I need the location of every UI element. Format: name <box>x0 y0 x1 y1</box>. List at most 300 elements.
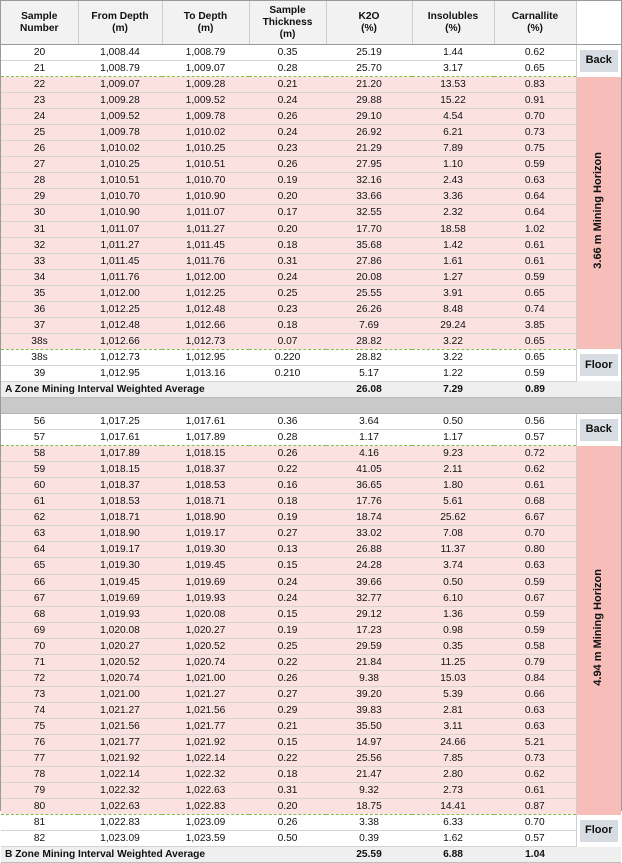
table-row <box>1 365 621 381</box>
table-row <box>1 317 621 333</box>
table-cell: 5.61 <box>412 494 494 510</box>
table-cell: 1,012.00 <box>162 269 249 285</box>
table-cell: 6.67 <box>494 510 576 526</box>
table-cell: 1,020.74 <box>162 654 249 670</box>
table-row <box>1 751 621 767</box>
table-cell: 1,012.73 <box>162 333 249 349</box>
table-cell: 0.27 <box>249 686 326 702</box>
table-cell: 1,012.48 <box>162 301 249 317</box>
table-cell: 0.87 <box>494 799 576 815</box>
table-cell: 9.38 <box>326 670 412 686</box>
table-cell: 2.80 <box>412 767 494 783</box>
table-cell: 33.02 <box>326 526 412 542</box>
table-cell: 0.26 <box>249 446 326 462</box>
table-cell: 25.55 <box>326 285 412 301</box>
table-cell: 0.26 <box>249 157 326 173</box>
table-cell: 1,021.27 <box>162 686 249 702</box>
table-cell: 1,022.83 <box>78 815 162 831</box>
table-cell: 1,011.45 <box>162 237 249 253</box>
table-cell: 2.81 <box>412 702 494 718</box>
table-cell: 0.31 <box>249 253 326 269</box>
table-cell: 0.25 <box>249 285 326 301</box>
table-cell: 0.65 <box>494 333 576 349</box>
table-cell: 1,020.08 <box>78 622 162 638</box>
table-cell: 0.18 <box>249 767 326 783</box>
table-cell: 17.70 <box>326 221 412 237</box>
table-cell: 1,018.71 <box>78 510 162 526</box>
table-cell: 1,022.32 <box>162 767 249 783</box>
table-cell: 0.59 <box>494 157 576 173</box>
table-row <box>1 590 621 606</box>
table-cell: 0.63 <box>494 702 576 718</box>
table-cell: 1,019.93 <box>78 606 162 622</box>
table-cell: 0.63 <box>494 173 576 189</box>
table-cell: 23 <box>1 93 78 109</box>
table-cell: 24 <box>1 109 78 125</box>
table-cell: 3.91 <box>412 285 494 301</box>
table-cell: 7.69 <box>326 317 412 333</box>
table-cell: 1,021.00 <box>78 686 162 702</box>
back-tag-label: Back <box>580 50 619 72</box>
table-cell: 1,021.92 <box>162 734 249 750</box>
table-cell: 1,021.00 <box>162 670 249 686</box>
table-cell: 63 <box>1 526 78 542</box>
table-cell: 5.21 <box>494 734 576 750</box>
table-cell: 1.27 <box>412 269 494 285</box>
table-cell: 0.59 <box>494 606 576 622</box>
table-cell: 0.64 <box>494 205 576 221</box>
table-cell: 27 <box>1 157 78 173</box>
table-cell: 3.64 <box>326 414 412 430</box>
floor-tag-label: Floor <box>580 820 619 842</box>
table-cell: 28.82 <box>326 333 412 349</box>
table-cell: 1,009.52 <box>78 109 162 125</box>
table-cell: 7.89 <box>412 141 494 157</box>
table-cell: 0.23 <box>249 301 326 317</box>
table-cell: 29.59 <box>326 638 412 654</box>
table-cell: 34 <box>1 269 78 285</box>
table-cell: 58 <box>1 446 78 462</box>
table-cell: 1,010.70 <box>162 173 249 189</box>
table-row <box>1 77 621 93</box>
table-cell: 0.83 <box>494 77 576 93</box>
table-cell: 0.61 <box>494 783 576 799</box>
back-tag-label: Back <box>580 419 619 441</box>
table-cell: 8.48 <box>412 301 494 317</box>
table-cell: 28 <box>1 173 78 189</box>
table-cell: 0.29 <box>249 702 326 718</box>
table-cell: 1,019.45 <box>78 574 162 590</box>
table-row <box>1 269 621 285</box>
table-row <box>1 462 621 478</box>
table-cell: 0.31 <box>249 783 326 799</box>
table-cell: 27.86 <box>326 253 412 269</box>
table-cell: 0.07 <box>249 333 326 349</box>
table-cell: 1,009.07 <box>78 77 162 93</box>
table-cell: 0.75 <box>494 141 576 157</box>
table-cell: 1,021.77 <box>78 734 162 750</box>
table-cell: 73 <box>1 686 78 702</box>
table-cell: 39 <box>1 365 78 381</box>
table-cell: 39.20 <box>326 686 412 702</box>
table-cell: 4.54 <box>412 109 494 125</box>
table-cell: 22 <box>1 77 78 93</box>
table-row <box>1 173 621 189</box>
table-cell: 1,012.73 <box>78 349 162 365</box>
table-cell: 1,011.45 <box>78 253 162 269</box>
table-cell: 32.16 <box>326 173 412 189</box>
table-cell: 17.76 <box>326 494 412 510</box>
table-cell: 21.20 <box>326 77 412 93</box>
table-row <box>1 686 621 702</box>
table-cell: 0.84 <box>494 670 576 686</box>
table-cell: 0.57 <box>494 831 576 847</box>
table-row <box>1 61 621 77</box>
table-cell: 0.21 <box>249 77 326 93</box>
table-cell: 78 <box>1 767 78 783</box>
table-cell: 3.74 <box>412 558 494 574</box>
table-header <box>1 1 621 45</box>
table-cell: 1,012.25 <box>78 301 162 317</box>
table-cell: 37 <box>1 317 78 333</box>
table-cell: 0.23 <box>249 141 326 157</box>
table-cell: 0.36 <box>249 414 326 430</box>
table-cell: 21 <box>1 61 78 77</box>
table-cell: 14.97 <box>326 734 412 750</box>
table-cell: 35.68 <box>326 237 412 253</box>
table-cell: 5.17 <box>326 365 412 381</box>
table-cell: 0.66 <box>494 686 576 702</box>
table-cell: 0.50 <box>249 831 326 847</box>
table-cell: 1,012.95 <box>78 365 162 381</box>
mining-horizon-label: 3.66 m Mining Horizon <box>592 152 605 269</box>
table-cell: 15.03 <box>412 670 494 686</box>
mining-horizon-cell <box>576 77 621 350</box>
table-cell: 0.56 <box>494 414 576 430</box>
table-cell: 71 <box>1 654 78 670</box>
table-cell: 0.22 <box>249 751 326 767</box>
average-blank <box>576 381 621 397</box>
column-header: Carnallite (%) <box>494 1 576 45</box>
table-cell: 0.61 <box>494 478 576 494</box>
table-cell: 1,019.69 <box>78 590 162 606</box>
table-cell: 1,012.00 <box>78 285 162 301</box>
table-cell: 1.61 <box>412 253 494 269</box>
table-cell: 1,018.37 <box>78 478 162 494</box>
table-cell: 1,019.30 <box>78 558 162 574</box>
table-cell: 1,019.30 <box>162 542 249 558</box>
table-cell: 21.47 <box>326 767 412 783</box>
table-cell: 64 <box>1 542 78 558</box>
table-cell: 1,017.89 <box>162 430 249 446</box>
table-cell: 1,021.77 <box>162 718 249 734</box>
average-blank <box>576 847 621 863</box>
table-row <box>1 446 621 462</box>
table-cell: 1,022.83 <box>162 799 249 815</box>
table-cell: 1,020.52 <box>162 638 249 654</box>
table-cell: 1,019.17 <box>162 526 249 542</box>
table-cell: 0.59 <box>494 622 576 638</box>
table-cell: 1.80 <box>412 478 494 494</box>
weighted-average-label: A Zone Mining Interval Weighted Average <box>1 381 326 397</box>
table-cell: 0.22 <box>249 654 326 670</box>
table-cell: 14.41 <box>412 799 494 815</box>
table-cell: 5.39 <box>412 686 494 702</box>
table-cell: 0.18 <box>249 237 326 253</box>
table-cell: 18.75 <box>326 799 412 815</box>
table-cell: 0.68 <box>494 494 576 510</box>
zone-separator-cell <box>1 398 621 414</box>
table-cell: 1,008.79 <box>162 45 249 61</box>
table-cell: 0.59 <box>494 365 576 381</box>
table-cell: 21.29 <box>326 141 412 157</box>
table-cell: 1,019.17 <box>78 542 162 558</box>
table-cell: 57 <box>1 430 78 446</box>
table-cell: 1,020.74 <box>78 670 162 686</box>
table-row <box>1 189 621 205</box>
table-row <box>1 606 621 622</box>
table-row <box>1 93 621 109</box>
table-cell: 1,011.76 <box>78 269 162 285</box>
table-cell: 26.92 <box>326 125 412 141</box>
table-cell: 0.35 <box>412 638 494 654</box>
table-cell: 36.65 <box>326 478 412 494</box>
table-row <box>1 526 621 542</box>
assay-table <box>1 1 621 863</box>
table-cell: 68 <box>1 606 78 622</box>
table-cell: 26 <box>1 141 78 157</box>
table-cell: 1,012.66 <box>162 317 249 333</box>
table-row <box>1 157 621 173</box>
table-cell: 13.53 <box>412 77 494 93</box>
table-cell: 1,009.28 <box>162 77 249 93</box>
table-cell: 1,023.09 <box>162 815 249 831</box>
table-cell: 0.35 <box>249 45 326 61</box>
table-row <box>1 702 621 718</box>
table-cell: 0.19 <box>249 622 326 638</box>
table-cell: 0.15 <box>249 558 326 574</box>
table-cell: 1,017.89 <box>78 446 162 462</box>
table-cell: 39.83 <box>326 702 412 718</box>
floor-tag <box>576 349 621 381</box>
weighted-average-label: B Zone Mining Interval Weighted Average <box>1 847 326 863</box>
table-cell: 0.65 <box>494 285 576 301</box>
table-cell: 1,019.45 <box>162 558 249 574</box>
table-cell: 65 <box>1 558 78 574</box>
table-cell: 36 <box>1 301 78 317</box>
table-cell: 1,022.32 <box>78 783 162 799</box>
table-row <box>1 45 621 61</box>
weighted-average-value: 0.89 <box>494 381 576 397</box>
table-row <box>1 430 621 446</box>
table-cell: 0.24 <box>249 269 326 285</box>
table-cell: 1,010.02 <box>78 141 162 157</box>
table-cell: 1,021.27 <box>78 702 162 718</box>
table-cell: 1,009.78 <box>78 125 162 141</box>
table-cell: 60 <box>1 478 78 494</box>
table-cell: 62 <box>1 510 78 526</box>
table-cell: 0.70 <box>494 109 576 125</box>
table-cell: 20 <box>1 45 78 61</box>
table-cell: 1,011.76 <box>162 253 249 269</box>
table-cell: 7.85 <box>412 751 494 767</box>
table-cell: 1,011.07 <box>162 205 249 221</box>
column-header: Sample Thickness (m) <box>249 1 326 45</box>
table-cell: 9.32 <box>326 783 412 799</box>
table-cell: 15.22 <box>412 93 494 109</box>
table-cell: 20.08 <box>326 269 412 285</box>
table-cell: 0.24 <box>249 93 326 109</box>
table-cell: 0.19 <box>249 173 326 189</box>
table-cell: 1,017.61 <box>78 430 162 446</box>
table-cell: 66 <box>1 574 78 590</box>
table-cell: 0.98 <box>412 622 494 638</box>
table-cell: 3.17 <box>412 61 494 77</box>
table-cell: 0.50 <box>412 414 494 430</box>
table-cell: 3.22 <box>412 333 494 349</box>
table-cell: 1.42 <box>412 237 494 253</box>
table-cell: 1,010.25 <box>162 141 249 157</box>
table-cell: 1,018.15 <box>78 462 162 478</box>
table-cell: 33 <box>1 253 78 269</box>
table-cell: 1,020.27 <box>78 638 162 654</box>
table-cell: 41.05 <box>326 462 412 478</box>
table-cell: 26.26 <box>326 301 412 317</box>
table-row <box>1 783 621 799</box>
column-header: To Depth (m) <box>162 1 249 45</box>
table-cell: 1,019.93 <box>162 590 249 606</box>
table-cell: 1,009.07 <box>162 61 249 77</box>
table-cell: 1.22 <box>412 365 494 381</box>
floor-tag-label: Floor <box>580 354 619 376</box>
table-row <box>1 237 621 253</box>
table-cell: 0.21 <box>249 718 326 734</box>
table-cell: 59 <box>1 462 78 478</box>
table-row <box>1 478 621 494</box>
table-cell: 56 <box>1 414 78 430</box>
table-cell: 79 <box>1 783 78 799</box>
table-cell: 0.70 <box>494 526 576 542</box>
weighted-average-value: 6.88 <box>412 847 494 863</box>
table-cell: 0.72 <box>494 446 576 462</box>
table-cell: 0.210 <box>249 365 326 381</box>
table-row <box>1 734 621 750</box>
table-cell: 38s <box>1 349 78 365</box>
table-cell: 0.39 <box>326 831 412 847</box>
table-cell: 1.36 <box>412 606 494 622</box>
table-cell: 80 <box>1 799 78 815</box>
table-cell: 2.43 <box>412 173 494 189</box>
table-cell: 76 <box>1 734 78 750</box>
table-cell: 30 <box>1 205 78 221</box>
table-cell: 82 <box>1 831 78 847</box>
table-cell: 0.220 <box>249 349 326 365</box>
table-row <box>1 670 621 686</box>
table-cell: 1,009.28 <box>78 93 162 109</box>
table-cell: 3.38 <box>326 815 412 831</box>
table-row <box>1 767 621 783</box>
table-cell: 1,008.79 <box>78 61 162 77</box>
table-cell: 0.70 <box>494 815 576 831</box>
table-cell: 1,010.70 <box>78 189 162 205</box>
table-cell: 0.61 <box>494 253 576 269</box>
table-cell: 25.19 <box>326 45 412 61</box>
table-cell: 2.11 <box>412 462 494 478</box>
table-cell: 1.10 <box>412 157 494 173</box>
table-cell: 1,011.07 <box>78 221 162 237</box>
table-cell: 17.23 <box>326 622 412 638</box>
table-cell: 0.59 <box>494 574 576 590</box>
table-cell: 0.26 <box>249 109 326 125</box>
table-cell: 6.33 <box>412 815 494 831</box>
weighted-average-value: 26.08 <box>326 381 412 397</box>
table-cell: 1,011.27 <box>78 237 162 253</box>
weighted-average-row <box>1 847 621 863</box>
table-cell: 61 <box>1 494 78 510</box>
table-cell: 0.65 <box>494 61 576 77</box>
table-row <box>1 285 621 301</box>
table-cell: 1,019.69 <box>162 574 249 590</box>
table-cell: 35.50 <box>326 718 412 734</box>
table-cell: 1,023.09 <box>78 831 162 847</box>
table-cell: 1,020.27 <box>162 622 249 638</box>
table-cell: 0.73 <box>494 751 576 767</box>
table-cell: 0.25 <box>249 638 326 654</box>
table-cell: 0.28 <box>249 61 326 77</box>
table-cell: 32 <box>1 237 78 253</box>
table-cell: 1,017.25 <box>78 414 162 430</box>
column-header: Sample Number <box>1 1 78 45</box>
table-cell: 24.66 <box>412 734 494 750</box>
table-cell: 0.67 <box>494 590 576 606</box>
table-cell: 1,010.25 <box>78 157 162 173</box>
table-cell: 32.55 <box>326 205 412 221</box>
table-cell: 0.62 <box>494 767 576 783</box>
table-cell: 0.80 <box>494 542 576 558</box>
table-cell: 0.20 <box>249 189 326 205</box>
table-cell: 32.77 <box>326 590 412 606</box>
table-cell: 1,020.08 <box>162 606 249 622</box>
table-cell: 1,018.15 <box>162 446 249 462</box>
table-cell: 1,010.51 <box>162 157 249 173</box>
table-cell: 1,010.90 <box>78 205 162 221</box>
table-row <box>1 799 621 815</box>
table-cell: 75 <box>1 718 78 734</box>
table-cell: 3.22 <box>412 349 494 365</box>
table-cell: 0.65 <box>494 349 576 365</box>
table-cell: 25.56 <box>326 751 412 767</box>
table-cell: 1,018.90 <box>162 510 249 526</box>
table-row <box>1 349 621 365</box>
table-cell: 28.82 <box>326 349 412 365</box>
table-cell: 0.73 <box>494 125 576 141</box>
table-cell: 4.16 <box>326 446 412 462</box>
table-cell: 0.59 <box>494 269 576 285</box>
table-cell: 1,011.27 <box>162 221 249 237</box>
table-row <box>1 494 621 510</box>
table-cell: 67 <box>1 590 78 606</box>
table-cell: 1.17 <box>412 430 494 446</box>
table-cell: 0.28 <box>249 430 326 446</box>
table-cell: 1,017.61 <box>162 414 249 430</box>
table-row <box>1 638 621 654</box>
table-cell: 81 <box>1 815 78 831</box>
table-row <box>1 718 621 734</box>
back-tag <box>576 414 621 446</box>
zone-separator <box>1 398 621 414</box>
table-cell: 1,010.51 <box>78 173 162 189</box>
table-cell: 0.16 <box>249 478 326 494</box>
